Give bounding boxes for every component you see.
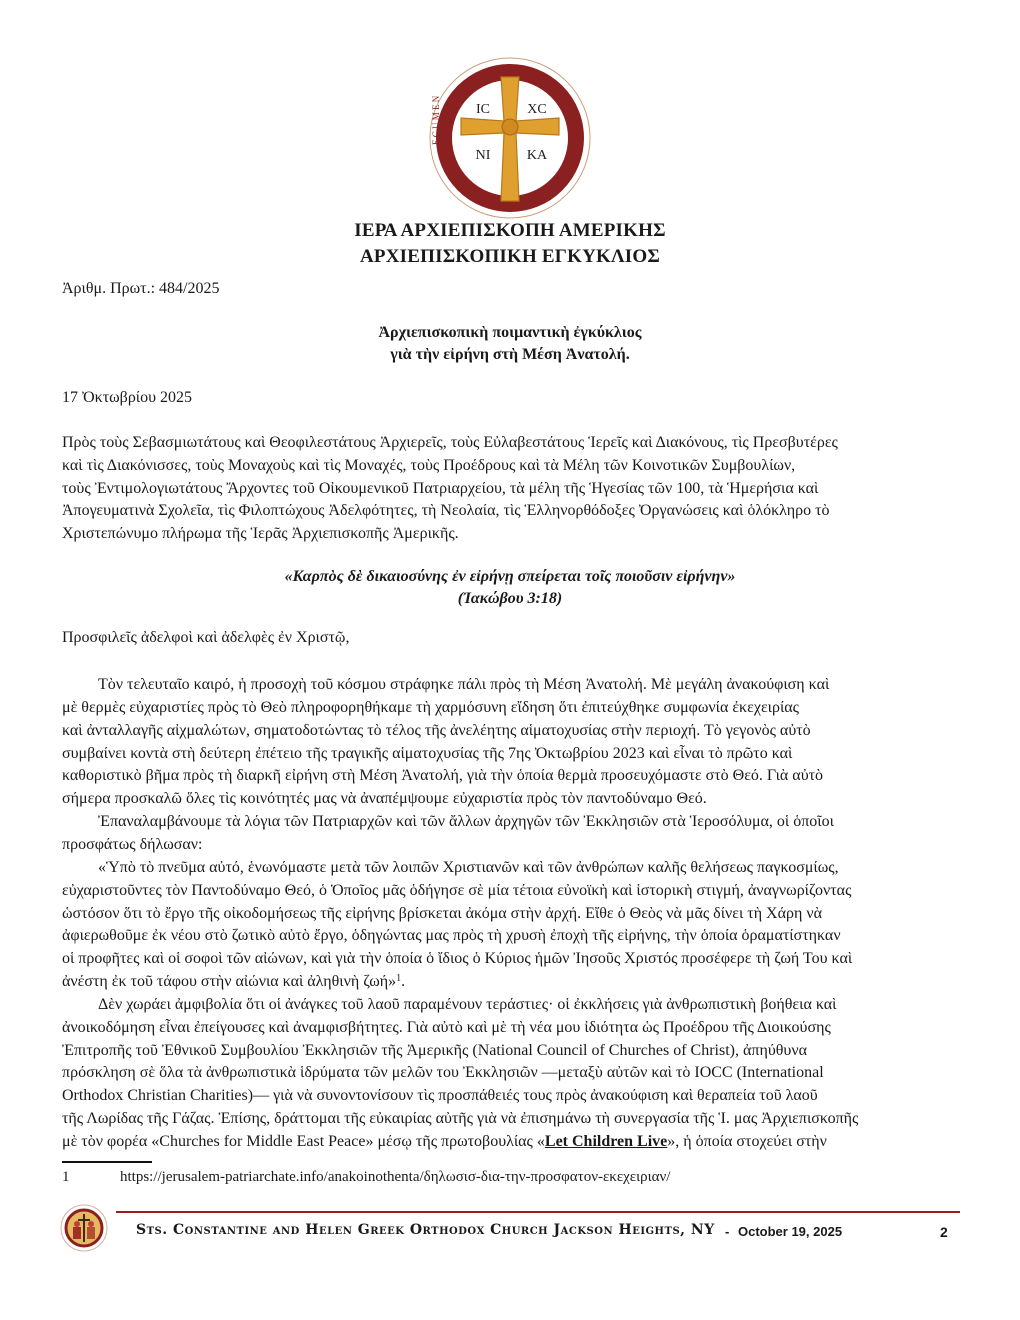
body-line xyxy=(62,1109,858,1129)
body-line-text: », ἡ ὁποία στοχεύει στὴν xyxy=(667,1133,827,1150)
body-line-text: ἀνέστη ἐκ τοῦ τάφου στὴν αἰώνια καὶ ἀληθινὴ ζωή» xyxy=(62,973,397,991)
svg-text:E C U M E N: E C U M E N xyxy=(431,95,441,145)
epigraph-reference: (Ἰακώβου 3:18) xyxy=(457,590,563,607)
footnote-reference[interactable]: 1 xyxy=(396,973,402,985)
body-line xyxy=(62,721,811,741)
body-line-text: ἀφιερωθοῦμε ἐκ νέου στὸ ζωτικὸ αὐτὸ ἔργο, ὁδηγώντας μας πρὸς τὴ χρυσὴ ἐποχὴ τῆς εἰρήνης, τὴν ὁποία ὁραματίστηκαν xyxy=(62,927,841,945)
body-line xyxy=(62,698,799,718)
body-line xyxy=(62,1041,807,1061)
footer-date: October 19, 2025 xyxy=(738,1224,843,1239)
footnote-divider xyxy=(62,1161,152,1163)
body-line xyxy=(62,812,834,832)
body-line xyxy=(62,1063,824,1083)
body-line xyxy=(62,926,841,946)
body-line-text: τῆς Λωρίδας τῆς Γάζας. Ἐπίσης, δράττομαι τῆς εὐκαιρίας αὐτῆς γιὰ νὰ ἐπισημάνω τὴ συνεργασία τῆς Ἱ. μας Ἀρχιεπισκοπῆς xyxy=(62,1110,859,1128)
archdiocese-seal-icon xyxy=(427,55,593,221)
body-line-text: Orthodox Christian Charities)— γιὰ νὰ συνοντονίσουν τὶς προσπάθειές τους πρὸς ἀνακούφιση καὶ θεραπεία τοῦ λαοῦ xyxy=(62,1087,818,1105)
body-line xyxy=(62,1018,831,1038)
subject-line2: γιὰ τὴν εἰρήνη στὴ Μέση Ἀνατολή. xyxy=(390,346,630,363)
seal-letter-xc: XC xyxy=(527,102,547,117)
body-line xyxy=(62,949,852,969)
body-line-text: εὐχαριστοῦντες τὸν Παντοδύναμο Θεό, ὁ Ὁποῖος μᾶς ὁδήγησε σὲ μία τέτοια εὐνοϊκὴ καὶ ἱστορικὴ στιγμή, ἀναγνωρίζοντας xyxy=(62,881,852,899)
body-line xyxy=(62,675,829,695)
body-line-text: οἱ προφῆτες καὶ οἱ σοφοὶ τῶν αἰώνων, καὶ γιὰ τὴν ὁποία ὁ ἴδιος ὁ Κύριος ἡμῶν Ἰησοῦς Χριστός προσέφερε τὴ ζωή Του καὶ xyxy=(62,950,853,968)
body-line-text: καὶ ἀνταλλαγῆς αἰχμαλώτων, σηματοδοτώντας τὸ τέλος τῆς ἀνελέητης αἱματοχυσίας στὴν περιοχή. Τὸ γεγονὸς αὐτὸ xyxy=(62,721,811,739)
body-line xyxy=(62,858,839,878)
body-line-text: πρόσκληση σὲ ὅλα τὰ ἀνθρωπιστικὰ ἱδρύματα τῶν μελῶν του Ἐκκλησιῶν —μεταξὺ αὐτῶν καὶ τὸ IOCC (International xyxy=(62,1064,824,1082)
body-line xyxy=(62,881,851,901)
body-line xyxy=(62,972,405,992)
body-line-text: ὡστόσον ὅτι τὸ ἔργο τῆς οἰκοδομήσεως τῆς εἰρήνης βρίσκεται ἀκόμα στὴν ἀρχή. Εἴθε ὁ Θεὸς νὰ μᾶς δίνει τὴ Χάρη νὰ xyxy=(62,904,822,922)
seal-letter-ka: KA xyxy=(526,148,548,163)
body-line-text: Ἐπαναλαμβάνουμε τὰ λόγια τῶν Πατριαρχῶν καὶ τῶν ἄλλων ἀρχηγῶν τῶν Ἐκκλησιῶν στὰ Ἱεροσόλυμα, οἱ ὁποῖοι xyxy=(98,813,834,831)
addressee-line: Χριστεπώνυμο πλήρωμα τῆς Ἱερᾶς Ἀρχιεπισκοπῆς Ἀμερικῆς. xyxy=(62,525,459,543)
epigraph xyxy=(0,566,1020,610)
document-title-line1: ΙΕΡΑ ΑΡΧΙΕΠΙΣΚΟΠΗ ΑΜΕΡΙΚΗΣ xyxy=(354,220,666,241)
seal-letter-ic: IC xyxy=(476,102,490,117)
body-line xyxy=(62,995,836,1015)
body-line-text: προσφάτως δήλωσαν: xyxy=(62,835,203,853)
footnote-number: 1 xyxy=(62,1169,70,1185)
protocol-number: Ἀριθμ. Πρωτ.: 484/2025 xyxy=(62,280,220,297)
church-seal-icon xyxy=(60,1204,108,1252)
subject-line1: Ἀρχιεπισκοπικὴ ποιμαντικὴ ἐγκύκλιος xyxy=(378,324,642,341)
body-line-text: «Ὑπὸ τὸ πνεῦμα αὐτό, ἑνωνόμαστε μετὰ τῶν λοιπῶν Χριστιανῶν καὶ τῶν ἀνθρώπων καλῆς θελήσεως παγκοσμίως, xyxy=(98,858,839,876)
letter-date: 17 Ὀκτωβρίου 2025 xyxy=(62,389,193,406)
page-number: 2 xyxy=(940,1224,948,1240)
greeting: Προσφιλεῖς ἀδελφοὶ καὶ ἀδελφὲς ἐν Χριστῷ, xyxy=(62,629,350,646)
body-line-text: μὲ θερμὲς εὐχαριστίες πρὸς τὸ Θεὸ πληροφορηθήκαμε τὴ χαρμόσυνη εἴδηση ὅτι ἐπιτεύχθηκε συμφωνία ἐκεχειρίας xyxy=(62,698,799,716)
body-line-text: καθοριστικὸ βῆμα πρὸς τὴ διαρκῆ εἰρήνη στὴ Μέση Ἀνατολή, γιὰ τὴν ὁποία θερμὰ προσευχόμαστε στὸ Θεό. Γιὰ αὐτὸ xyxy=(62,767,824,785)
body-line-text: Δὲν χωράει ἀμφιβολία ὅτι οἱ ἀνάγκες τοῦ λαοῦ παραμένουν τεράστιες· οἱ ἐκκλήσεις γιὰ ἀνθρωπιστικὴ βοήθεια καὶ xyxy=(98,995,837,1013)
body-line-text: συμβαίνει κοντὰ στὴ δεύτερη ἐπέτειο τῆς τραγικῆς αἱματοχυσίας τῆς 7ης Ὀκτωβρίου 2023 καὶ εἶναι τὸ πρῶτο καὶ xyxy=(62,744,793,762)
body-line xyxy=(62,1132,827,1152)
document-title-line2: ΑΡΧΙΕΠΙΣΚΟΠΙΚΗ ΕΓΚΥΚΛΙΟΣ xyxy=(360,246,660,267)
body-line xyxy=(62,766,823,786)
footer-divider xyxy=(116,1211,960,1213)
body-line xyxy=(62,835,202,855)
body-line-text: . xyxy=(401,973,406,991)
let-children-live-link[interactable]: Let Children Live xyxy=(544,1133,668,1150)
body-line-text: ἀνοικοδόμηση εἶναι ἐπείγουσες καὶ ἀναμφισβήτητες. Γιὰ αὐτὸ καὶ μὲ τὴ νέα μου ἰδιότητα ὡς Προέδρου τῆς Διοικούσης xyxy=(62,1018,831,1036)
addressee-line: Πρὸς τοὺς Σεβασμιωτάτους καὶ Θεοφιλεστάτους Ἀρχιερεῖς, τοὺς Εὐλαβεστάτους Ἱερεῖς καὶ Διακόνους, τὶς Πρεσβυτέρες xyxy=(62,434,838,451)
subject-heading xyxy=(0,322,1020,366)
body-line xyxy=(62,744,792,764)
addressee-block xyxy=(62,432,962,546)
body-line-text: μὲ τὸν φορέα «Churches for Middle East Peace» μέσῳ τῆς πρωτοβουλίας « xyxy=(62,1133,545,1150)
seal-letter-ni: NI xyxy=(475,148,491,163)
footnote-link[interactable]: https://jerusalem-patriarchate.info/anakoinothenta/δηλωσισ-δια-την-προσφατον-εκεχειριαν/ xyxy=(120,1169,671,1185)
body-line-text: σήμερα προσκαλῶ ὅλες τὶς κοινότητές μας νὰ ἀναπέμψουμε εὐχαριστία πρὸς τὸν παντοδύναμο Θεό. xyxy=(62,790,707,808)
body-line xyxy=(62,904,822,924)
body-line xyxy=(62,1086,818,1106)
footer-church-name: Sts. Constantine and Helen Greek Orthodox Church Jackson Heights, NY xyxy=(136,1222,715,1238)
addressee-line: Ἀπογευματινὰ Σχολεῖα, τὶς Φιλοπτώχους Ἀδελφότητες, τὴ Νεολαία, τὶς Ἑλληνορθόδοξες Ὀργανώσεις καὶ ὁλόκληρο τὸ xyxy=(62,502,830,520)
epigraph-quote: «Καρπὸς δὲ δικαιοσύνης ἐν εἰρήνῃ σπείρεται τοῖς ποιοῦσιν εἰρήνην» xyxy=(284,568,736,585)
footer-separator: - xyxy=(725,1224,730,1239)
body-line-text: Ἐπιτροπῆς τοῦ Ἐθνικοῦ Συμβουλίου Ἐκκλησιῶν τῆς Ἀμερικῆς (National Council of Churches of Christ), ἀπηύθυνα xyxy=(62,1041,807,1059)
addressee-line: τοὺς Ἐντιμολογιωτάτους Ἄρχοντες τοῦ Οἰκουμενικοῦ Πατριαρχείου, τὰ μέλη τῆς Ἡγεσίας τῶν 100, τὰ Ἡμερήσια καὶ xyxy=(62,479,819,497)
body-line-text: Τὸν τελευταῖο καιρό, ἡ προσοχὴ τοῦ κόσμου στράφηκε πάλι πρὸς τὴ Μέση Ἀνατολή. Μὲ μεγάλη ἀνακούφιση καὶ xyxy=(98,676,830,693)
addressee-line: καὶ τὶς Διακόνισσες, τοὺς Μοναχοὺς καὶ τὶς Μοναχές, τοὺς Προέδρους καὶ τὰ Μέλη τῶν Κοινοτικῶν Συμβουλίων, xyxy=(62,456,796,474)
body-line xyxy=(62,789,707,809)
